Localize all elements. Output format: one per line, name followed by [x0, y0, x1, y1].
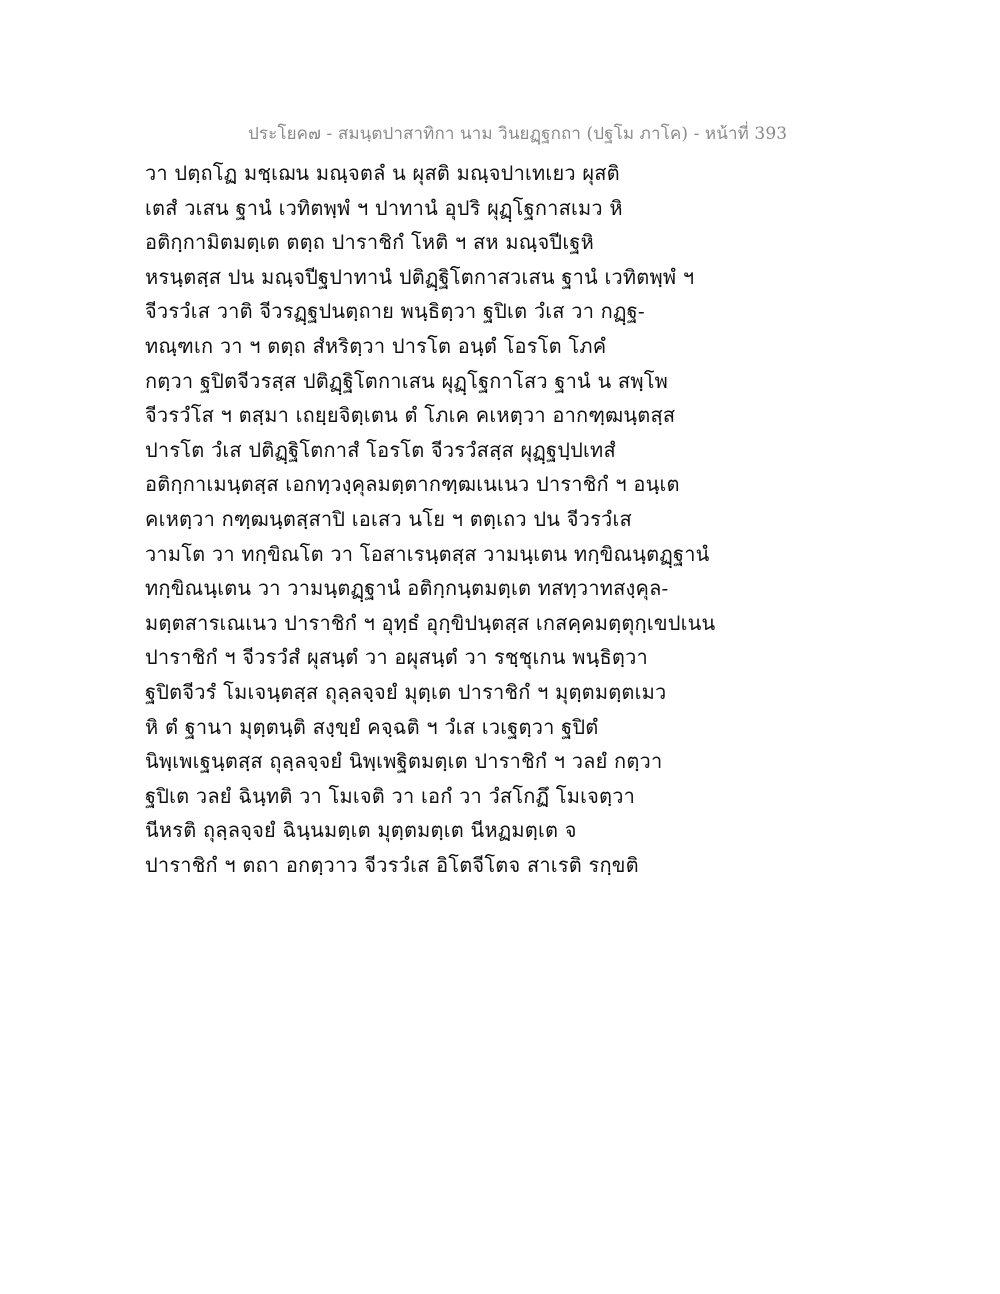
text-line-18: นิพฺเพเฐนฺตสฺส ถุลฺลจฺจยํ นิพฺเพฐิตมตฺเต ปาราชิกํ ฯ วลยํ กตฺวา — [145, 749, 663, 774]
text-line-21: ปาราชิกํ ฯ ตถา อกตฺวาว จีวรวํเส อิโตจีโตจ สาเรติ รกฺขติ — [145, 852, 639, 877]
body-text — [145, 156, 865, 882]
text-line-8: จีวรวํโส ฯ ตสฺมา เถยฺยจิตฺเตน ตํ โภเค คเหตฺวา อากฑฺฒนฺตสฺส — [145, 403, 676, 428]
text-line-2: เตสํ วเสน ฐานํ เวทิตพฺพํ ฯ ปาทานํ อุปริ ผุฏฺโฐกาสเมว หิ — [145, 195, 623, 220]
text-line-20: นีหรติ ถุลฺลจฺจยํ ฉินฺนมตฺเต มุตฺตมตฺเต นีหฏมตฺเต จ — [145, 818, 577, 843]
text-line-9: ปารโต วํเส ปติฏฺฐิโตกาสํ โอรโต จีวรวํสสฺส ผุฏฺฐปฺปเทสํ — [145, 437, 616, 462]
text-line-6: ทณฺฑเก วา ฯ ตตฺถ สํหริตฺวา ปารโต อนฺตํ โอรโต โภคํ — [145, 333, 607, 358]
text-line-17: หิ ตํ ฐานา มุตฺตนฺติ สงฺขฺยํ คจฺฉติ ฯ วํเส เวเฐตฺวา ฐปิตํ — [145, 714, 599, 739]
text-line-7: กตฺวา ฐปิตจีวรสฺส ปติฏฺฐิโตกาเสน ผุฏฺโฐกาโสว ฐานํ น สพฺโพ — [145, 368, 669, 393]
text-line-10: อติกฺกาเมนฺตสฺส เอกทฺวงฺคุลมตฺตากฑฺฒเนเนว ปาราชิกํ ฯ อนฺเต — [145, 472, 680, 497]
text-line-5: จีวรวํเส วาติ จีวรฏฺฐปนตฺถาย พนฺธิตฺวา ฐปิเต วํเส วา กฏฺฐ- — [145, 299, 645, 324]
text-line-3: อติกฺกามิตมตฺเต ตตฺถ ปาราชิกํ โหติ ฯ สห มณฺจปีเฐหิ — [145, 230, 594, 255]
running-header: ประโยค๗ - สมนฺตปาสาทิกา นาม วินยฏฺฐกถา (ปฐโม ภาโค) - หน้าที่ 393 — [248, 124, 788, 144]
text-line-13: ทกฺขิณนฺเตน วา วามนฺตฏฺฐานํ อติกฺกนฺตมตฺเต ทสทฺวาทสงฺคุล- — [145, 576, 669, 601]
text-line-14: มตฺตสารเณเนว ปาราชิกํ ฯ อุทฺธํ อุกฺขิปนฺตสฺส เกสคฺคมตฺตุกฺเขปเนน — [145, 610, 716, 635]
text-line-16: ฐปิตจีวรํ โมเจนฺตสฺส ถุลฺลจฺจยํ มุตฺเต ปาราชิกํ ฯ มุตฺตมตฺตเมว — [145, 679, 667, 704]
text-line-4: หรนฺตสฺส ปน มณฺจปีฐปาทานํ ปติฏฺฐิโตกาสวเสน ฐานํ เวทิตพฺพํ ฯ — [145, 264, 695, 289]
text-line-12: วามโต วา ทกฺขิณโต วา โอสาเรนฺตสฺส วามนฺเตน ทกฺขิณนฺตฏฺฐานํ — [145, 541, 710, 566]
text-line-11: คเหตฺวา กฑฺฒนฺตสฺสาปิ เอเสว นโย ฯ ตตฺเถว ปน จีวรวํเส — [145, 506, 632, 531]
text-line-19: ฐปิเต วลยํ ฉินฺทติ วา โมเจติ วา เอกํ วา วํสโกฏึ โมเจตฺวา — [145, 783, 636, 808]
text-line-15: ปาราชิกํ ฯ จีวรวํสํ ผุสนฺตํ วา อผุสนฺตํ วา รชฺชุเกน พนฺธิตฺวา — [145, 645, 648, 670]
text-line-1: วา ปตฺถโฏ มชฺเฌน มณฺจตลํ น ผุสติ มณฺจปาเทเยว ผุสติ — [145, 161, 620, 185]
